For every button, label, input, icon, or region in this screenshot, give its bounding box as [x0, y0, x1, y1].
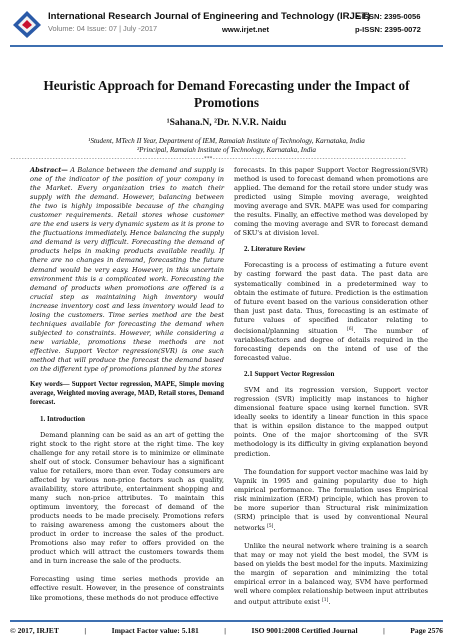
right-column — [234, 166, 428, 608]
footer-copyright: © 2017, IRJET — [10, 626, 59, 635]
svr-text-2-end: . — [273, 524, 276, 533]
citation-5[interactable]: [5] — [267, 523, 274, 529]
footer-rule — [10, 620, 443, 622]
svr-paragraph-3 — [234, 542, 428, 608]
journal-volume: Volume: 04 Issue: 07 | July -2017 — [48, 24, 158, 33]
footer-divider: | — [224, 626, 226, 635]
literature-text-end: . The number of variables/factors and degree of details required in the forecasting depends on the intend of use of the forecasted value. — [234, 326, 428, 363]
page-footer — [10, 626, 443, 635]
citation-1[interactable]: [1] — [322, 598, 329, 604]
footer-page-number: Page 2576 — [410, 626, 443, 635]
journal-name: International Research Journal of Engineering and Technology (IRJET) — [48, 11, 371, 22]
footer-divider: | — [84, 626, 87, 635]
paper-title: Heuristic Approach for Demand Forecasting under the Impact of Promotions — [43, 78, 410, 110]
section-heading-literature-review: 2. Literature Review — [244, 245, 306, 254]
affiliation-2: ²Principal, Ramaiah Institute of Technology, Karnataka, India — [137, 146, 316, 154]
intro-paragraph-1: Demand planning can be said as an art of getting the right stock to the right store at the right time. The key challenge for any retail store is to minimize or eliminate shelf out of stock. Consumer behaviour has a significant value for retailers, more than ever. Today consumers are affected by various non-price factors such as quality, availability, store attribute, entertainment shopping and many such non-price attributes. To maintain this optimum inventory, the forecast of demand of the products needs to be made precisely. Promotions refers to raising awareness among the customers about the product in order to increase the sales of the product. Promotions also may refer to offers provided on the product which will attract the customers towards them and in turn increase the sale of the products. — [30, 430, 224, 566]
footer-divider: | — [383, 626, 385, 635]
abstract — [30, 166, 224, 374]
paper-authors: ¹Sahana.N, ²Dr. N.V.R. Naidu — [166, 117, 287, 128]
literature-paragraph-1 — [234, 261, 428, 363]
section-separator: ---------------------------------------------------------------------***--------------------------------------------------------------------- — [10, 156, 407, 162]
footer-impact-factor: Impact Factor value: 5.181 — [111, 626, 199, 635]
section-heading-introduction: 1. Introduction — [40, 414, 85, 423]
svr-text-3-end: . — [328, 598, 331, 607]
footer-iso: ISO 9001:2008 Certified Journal — [251, 626, 358, 635]
svr-text-2: The foundation for support vector machine was laid by Vapnik in 1995 and gaining popularity due to high empirical performance. The formulation uses Empirical risk minimization (ERM) principle, which has proven to be more superior than Structural risk minimization (SRM) principle that is used by conventional Neural networks — [234, 467, 428, 533]
journal-pissn: p-ISSN: 2395-0072 — [355, 25, 421, 34]
literature-text: Forecasting is a process of estimating a future event by casting forward the past data. The past data are systematically combined in a predetermined way to obtain the estimate of future. Prediction is the estimation of future event based on the various consideration other than just past data. Thus, forecasting is an estimate of future values of specified indicator relating to decisional/planning situation — [234, 261, 428, 335]
citation-6[interactable]: [6] — [346, 326, 354, 332]
header-rule — [10, 45, 443, 47]
svr-text-3: Unlike the neural network where training is a search that may or may not yield the best model, the SVM is based on yields the best model for the inputs. Maximizing the margin of separation and minimizing the total empirical error in a balanced way, SVM have performed well where complex relationship between input attributes and output attribute exist — [234, 542, 428, 607]
journal-header — [10, 9, 443, 45]
affiliation-1: ¹Student, MTech II Year, Department of IEM, Ramaiah Institute of Technology, Karnataka, India — [88, 137, 365, 145]
left-column — [30, 166, 224, 603]
intro-paragraph-2: Forecasting using time series methods provide an effective result. However, in the presence of constraints like promotions, these methods do not produce effective — [30, 575, 224, 602]
abstract-text: A Balance between the demand and supply is one of the indicator of the position of your company in the Market. Every organization tries to match their supply with the demand. However, balancing between the two is highly impossible because of the changing customer requirements. Retail stores whose customer are the end users is very dynamic system as it is prone to the fluctuations immediately. Hence balancing the supply and demand is very difficult. Forecasting the demand of products helps in making products available readily. If there are no changes in demand, forecasting the future demand would be very easy. However, in this uncertain environment this is a complicated work. Forecasting the demand of products when promotions are offered is a crucial step as maintaining high inventory would increase inventory cost and less inventory would lead to losing the customers. Time series method are the best techniques available for forecasting the demand when subjected to constraints. However, while considering a new variable, promotions these methods are not effective. Support Vector regression(SVR) is one such method that will produce the forecast the demand based on the different type of promotions planned by the stores — [30, 166, 224, 374]
section-heading-svr: 2.1 Support Vector Regression — [244, 370, 335, 379]
irjet-logo-icon — [10, 9, 44, 40]
journal-eissn: e-ISSN: 2395-0056 — [355, 12, 421, 21]
svr-paragraph-2 — [234, 468, 428, 534]
abstract-label: Abstract— — [30, 166, 68, 174]
svr-paragraph-1: SVM and its regression version, Support vector regression (SVR) implicitly map instances to higher dimensional feature space using kernel function. SVR ideally seeks to identify a linear function in this space that is within epsilon distance to the mapped output points. One of the major shortcoming of the SVR methodology is its difficulty in giving explanation beyond prediction. — [234, 386, 428, 458]
intro-paragraph-continued: forecasts. In this paper Support Vector Regression(SVR) method is used to forecast demand when promotions are applied. The demand for the retail store under study was predicted using Simple moving average, weighted moving average and SVR. MAPE was used for comparing the results. Finally, an effective method was developed by coming the moving average and SVR to forecast demand of SKU's at division level. — [234, 166, 428, 238]
journal-url[interactable]: www.irjet.net — [222, 25, 269, 34]
keywords: Key words— Support Vector regression, MAPE, Simple moving average, Weighted moving average, MAD, Retail stores, Demand forecast. — [30, 380, 224, 407]
